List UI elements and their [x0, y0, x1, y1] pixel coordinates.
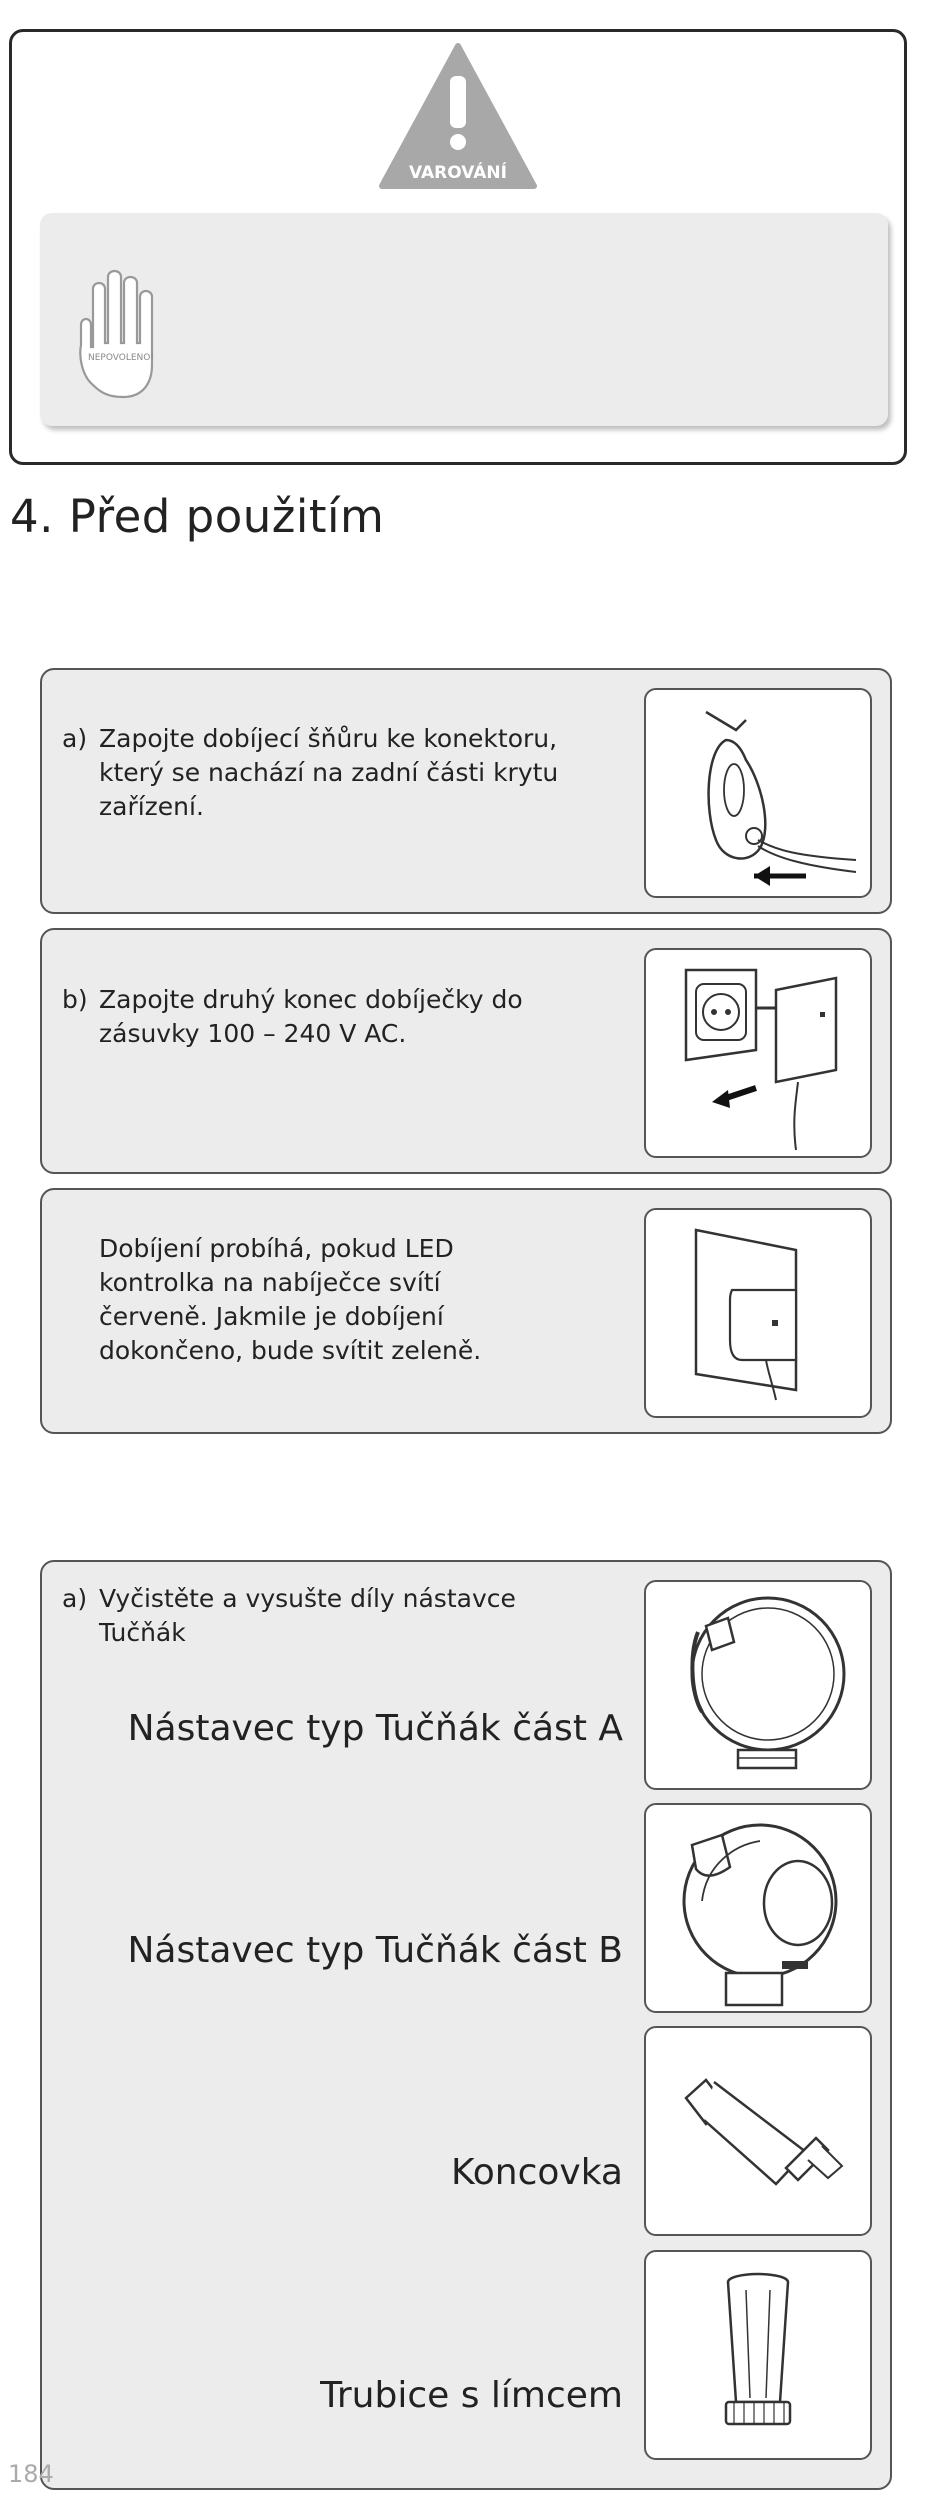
part-label-tube: Trubice s límcem — [320, 2375, 623, 2416]
step-a-text — [62, 722, 632, 832]
step-b-text — [62, 983, 632, 1063]
step-a-line-3: zařízení. — [99, 792, 204, 821]
part-label-b: Nástavec typ Tučňák část B — [127, 1930, 623, 1971]
part-b-image — [644, 1803, 872, 2013]
cleaning-text — [62, 1582, 632, 1662]
penguin-part-b-icon — [646, 1805, 870, 2011]
wall-socket-image — [644, 948, 872, 1158]
step-b-line-2: zásuvky 100 – 240 V AC. — [99, 1019, 407, 1048]
penguin-part-a-icon — [646, 1582, 870, 1788]
wall-socket-icon — [646, 950, 870, 1156]
cleaning-line-1: Vyčistěte a vysušte díly nástavce — [99, 1584, 516, 1613]
section-title: 4. Před použitím — [10, 490, 385, 543]
collar-tube-icon — [646, 2252, 870, 2458]
step-c-text — [62, 1232, 632, 1372]
cleaning-line-2: Tučňák — [99, 1618, 186, 1647]
step-c-line-2: kontrolka na nabíječce svítí — [99, 1268, 441, 1297]
warning-triangle-icon — [378, 42, 538, 190]
cleaning-label: a) — [62, 1584, 88, 1613]
step-a-label: a) — [62, 724, 88, 753]
charger-led-image — [644, 1208, 872, 1418]
step-b-label: b) — [62, 985, 88, 1014]
page-number: 184 — [8, 2460, 54, 2488]
nozzle-tip-icon — [646, 2028, 870, 2234]
step-c-line-3: červeně. Jakmile je dobíjení — [99, 1302, 444, 1331]
device-cable-icon — [646, 690, 870, 896]
step-c-line-1: Dobíjení probíhá, pokud LED — [99, 1234, 454, 1263]
step-a-line-1: Zapojte dobíjecí šňůru ke konektoru, — [99, 724, 558, 753]
warning-badge-label: VAROVÁNÍ — [409, 163, 507, 183]
tube-image — [644, 2250, 872, 2460]
step-c-line-4: dokončeno, bude svítit zeleně. — [99, 1336, 482, 1365]
part-label-a: Nástavec typ Tučňák část A — [127, 1708, 623, 1749]
nozzle-image — [644, 2026, 872, 2236]
device-cable-image — [644, 688, 872, 898]
step-b-line-1: Zapojte druhý konec dobíječky do — [99, 985, 523, 1014]
hand-label: NEPOVOLENO! — [88, 353, 154, 363]
part-label-nozzle: Koncovka — [450, 2152, 623, 2193]
part-a-image — [644, 1580, 872, 1790]
stop-hand-icon — [73, 255, 173, 405]
charger-led-icon — [646, 1210, 870, 1416]
step-a-line-2: který se nachází na zadní části krytu — [99, 758, 559, 787]
